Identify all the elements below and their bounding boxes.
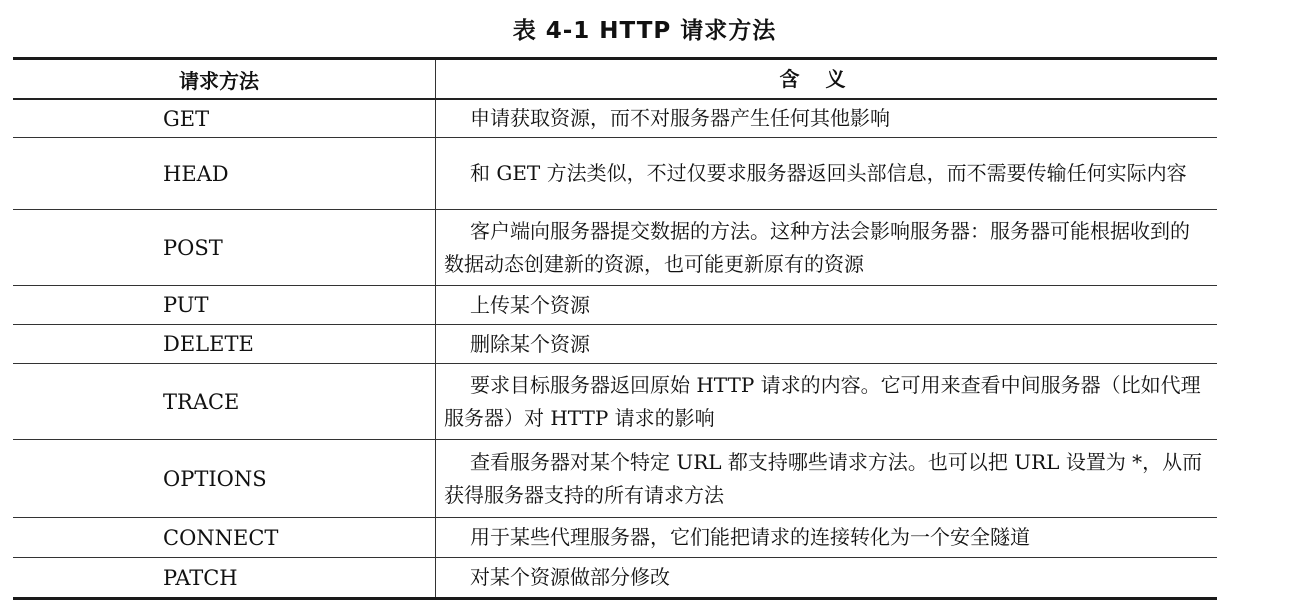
meaning-cell bbox=[436, 558, 1217, 597]
meaning-text: 申请获取资源，而不对服务器产生任何其他影响 bbox=[470, 106, 890, 130]
meaning-cell bbox=[436, 100, 1217, 137]
table-row bbox=[13, 558, 1217, 597]
header-meaning: 含义 bbox=[779, 66, 872, 91]
method-cell: TRACE bbox=[13, 364, 436, 439]
method-cell: HEAD bbox=[13, 138, 436, 209]
meaning-cell bbox=[436, 440, 1217, 517]
method-cell: DELETE bbox=[13, 325, 436, 363]
meaning-text: 查看服务器对某个特定 URL 都支持哪些请求方法。也可以把 URL 设置为 *，从而获得服务器支持的所有请求方法 bbox=[444, 449, 1203, 507]
table-row bbox=[13, 325, 1217, 364]
table-row bbox=[13, 210, 1217, 286]
method-cell: GET bbox=[13, 100, 436, 137]
table-row bbox=[13, 138, 1217, 210]
meaning-cell bbox=[436, 210, 1217, 285]
table-caption: 表 4-1 HTTP 请求方法 bbox=[512, 18, 777, 44]
meaning-cell bbox=[436, 364, 1217, 439]
table-row bbox=[13, 100, 1217, 138]
meaning-text: 要求目标服务器返回原始 HTTP 请求的内容。它可用来查看中间服务器（比如代理服务器）对 HTTP 请求的影响 bbox=[444, 372, 1201, 430]
http-methods-table bbox=[13, 57, 1217, 600]
meaning-text: 删除某个资源 bbox=[470, 331, 590, 356]
meaning-cell bbox=[436, 518, 1217, 557]
meaning-cell bbox=[436, 138, 1217, 209]
table-row bbox=[13, 518, 1217, 558]
meaning-cell bbox=[436, 325, 1217, 363]
table-row bbox=[13, 364, 1217, 440]
method-cell: PATCH bbox=[13, 558, 436, 597]
meaning-text: 上传某个资源 bbox=[470, 292, 590, 317]
meaning-text: 客户端向服务器提交数据的方法。这种方法会影响服务器：服务器可能根据收到的数据动态创建新的资源，也可能更新原有的资源 bbox=[444, 218, 1190, 276]
table-header-row bbox=[13, 60, 1217, 100]
table-row bbox=[13, 440, 1217, 518]
meaning-cell bbox=[436, 286, 1217, 324]
method-cell: OPTIONS bbox=[13, 440, 436, 517]
header-method: 请求方法 bbox=[13, 60, 436, 98]
method-cell: PUT bbox=[13, 286, 436, 324]
meaning-text: 和 GET 方法类似，不过仅要求服务器返回头部信息，而不需要传输任何实际内容 bbox=[470, 161, 1187, 185]
meaning-text: 用于某些代理服务器，它们能把请求的连接转化为一个安全隧道 bbox=[470, 525, 1030, 549]
method-cell: CONNECT bbox=[13, 518, 436, 557]
table-row bbox=[13, 286, 1217, 325]
meaning-text: 对某个资源做部分修改 bbox=[470, 565, 670, 589]
method-cell: POST bbox=[13, 210, 436, 285]
